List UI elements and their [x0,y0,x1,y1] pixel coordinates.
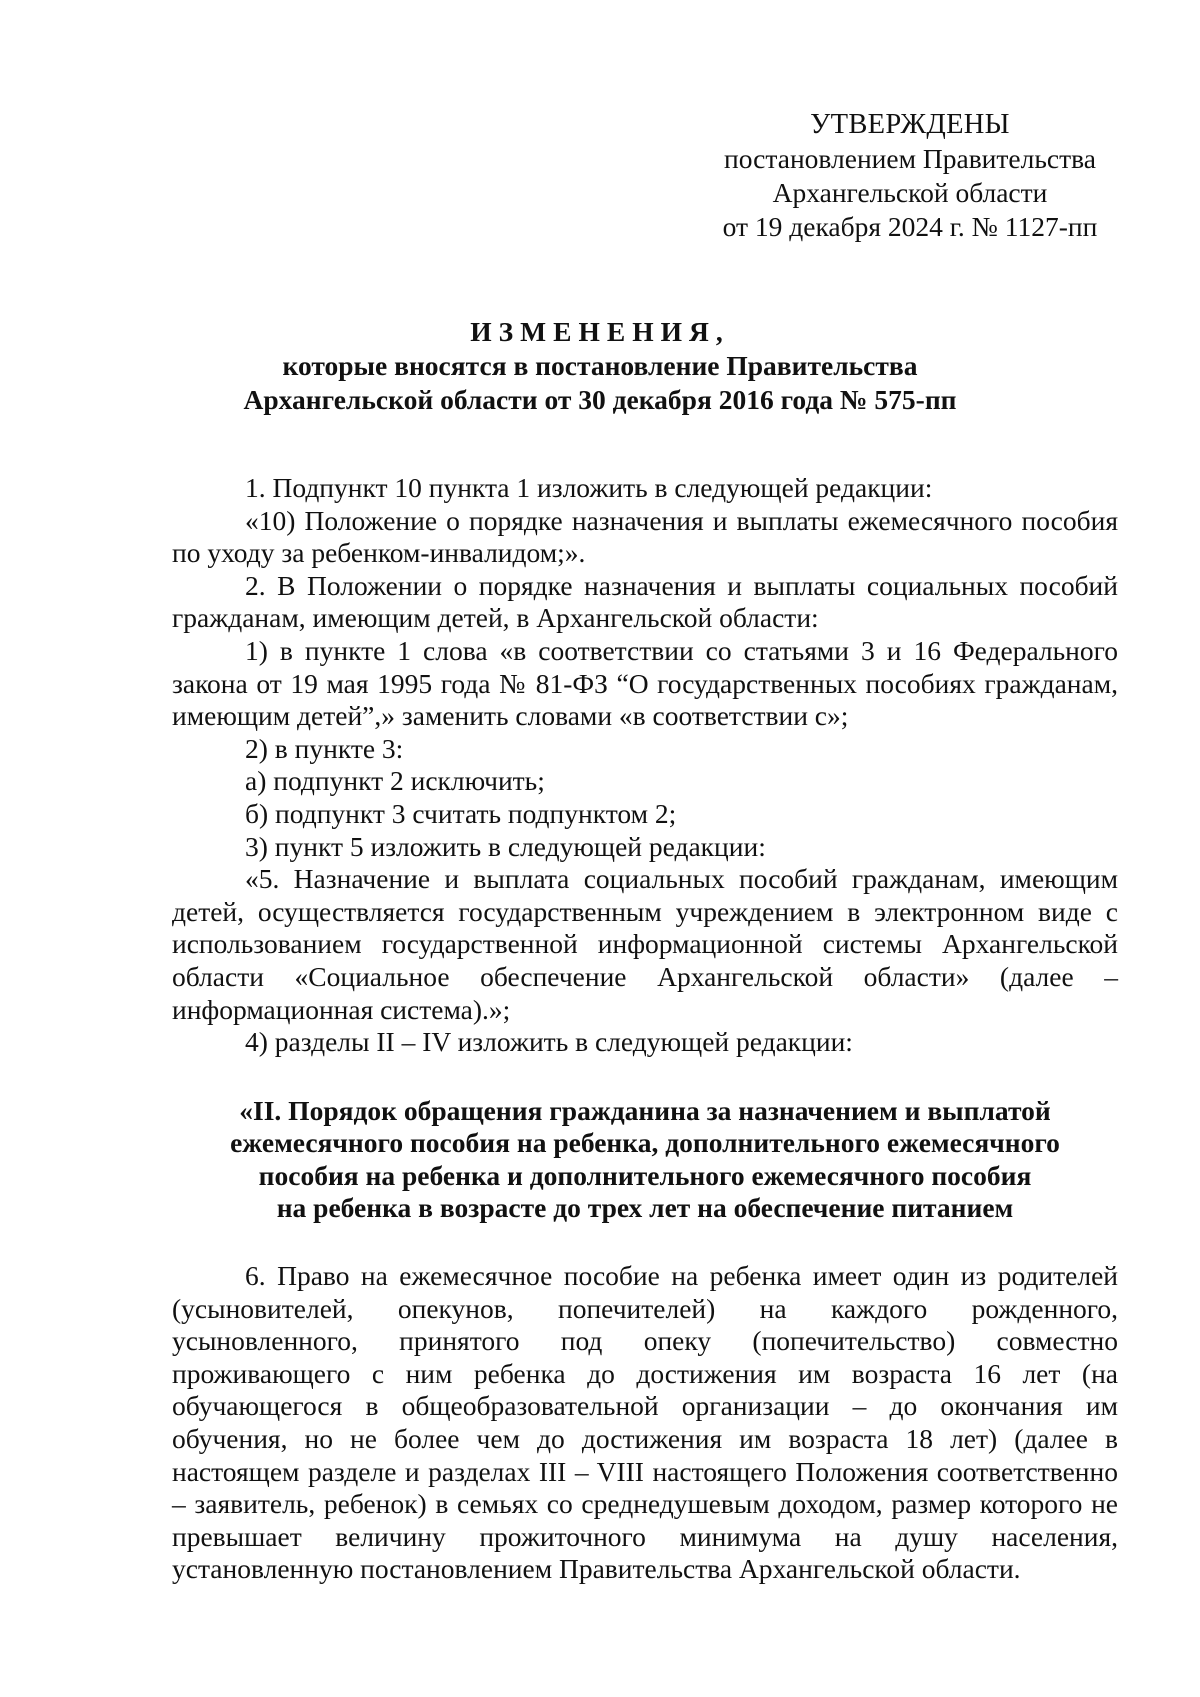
title-heading: ИЗМЕНЕНИЯ, [470,316,730,347]
approval-title: УТВЕРЖДЕНЫ [810,109,1010,140]
section-heading-line: «II. Порядок обращения гражданина за назначением и выплатой [239,1094,1051,1126]
section-heading-line: на ребенка в возрасте до трех лет на обеспечение питанием [276,1192,1014,1224]
section-heading-line: пособия на ребенка и дополнительного ежемесячного пособия [258,1159,1032,1191]
paragraph: 2) в пункте 3: [245,732,404,764]
paragraph: «5. Назначение и выплата социальных пособий гражданам, имеющим детей, осуществляется государственным учреждением в электронном виде с использованием государственной информационной системы Архангельской области «Социальное обеспечение Архангельской области» (далее – информационная система).»; [172,863,1118,1025]
paragraph: б) подпункт 3 считать подпунктом 2; [245,797,677,829]
paragraph: 3) пункт 5 изложить в следующей редакции: [245,830,766,862]
approval-line: от 19 декабря 2024 г. № 1127-пп [722,211,1098,242]
section-heading-line: ежемесячного пособия на ребенка, дополнительного ежемесячного [230,1127,1060,1159]
document-title [150,315,1050,417]
paragraph: 2. В Положении о порядке назначения и выплаты социальных пособий гражданам, имеющим детей, в Архангельской области: [172,569,1118,634]
title-line: которые вносятся в постановление Правительства [282,350,918,381]
approval-line: постановлением Правительства [724,143,1096,174]
section-heading [172,1095,1118,1225]
paragraph: 1) в пункте 1 слова «в соответствии со статьями 3 и 16 Федерального закона от 19 мая 1995 года № 81-ФЗ “О государственных пособиях гражданам, имеющим детей”,» заменить словами «в соответствии с»; [172,634,1118,732]
title-line: Архангельской области от 30 декабря 2016 года № 575-пп [243,384,957,415]
paragraph: 1. Подпункт 10 пункта 1 изложить в следующей редакции: [245,472,933,503]
paragraph: 6. Право на ежемесячное пособие на ребенка имеет один из родителей (усыновителей, опекунов, попечителей) на каждого рожденного, усыновленного, принятого под опеку (попечительство) совместно проживающего с ним ребенка до достижения им возраста 16 лет (на обучающегося в общеобразовательной организации – до окончания им обучения, но не более чем до достижения им возраста 18 лет) (далее в настоящем разделе и разделах III – VIII настоящего Положения соответственно – заявитель, ребенок) в семьях со среднедушевым доходом, размер которого не превышает величину прожиточного минимума на душу населения, установленную постановлением Правительства Архангельской области. [172,1260,1118,1585]
approval-stamp [700,108,1120,244]
paragraph: «10) Положение о порядке назначения и выплаты ежемесячного пособия по уходу за ребенком-инвалидом;». [172,504,1118,569]
paragraph: 4) разделы II – IV изложить в следующей редакции: [245,1026,853,1058]
document-body [172,472,1118,1586]
paragraph: а) подпункт 2 исключить; [245,765,545,797]
approval-line: Архангельской области [772,177,1048,208]
